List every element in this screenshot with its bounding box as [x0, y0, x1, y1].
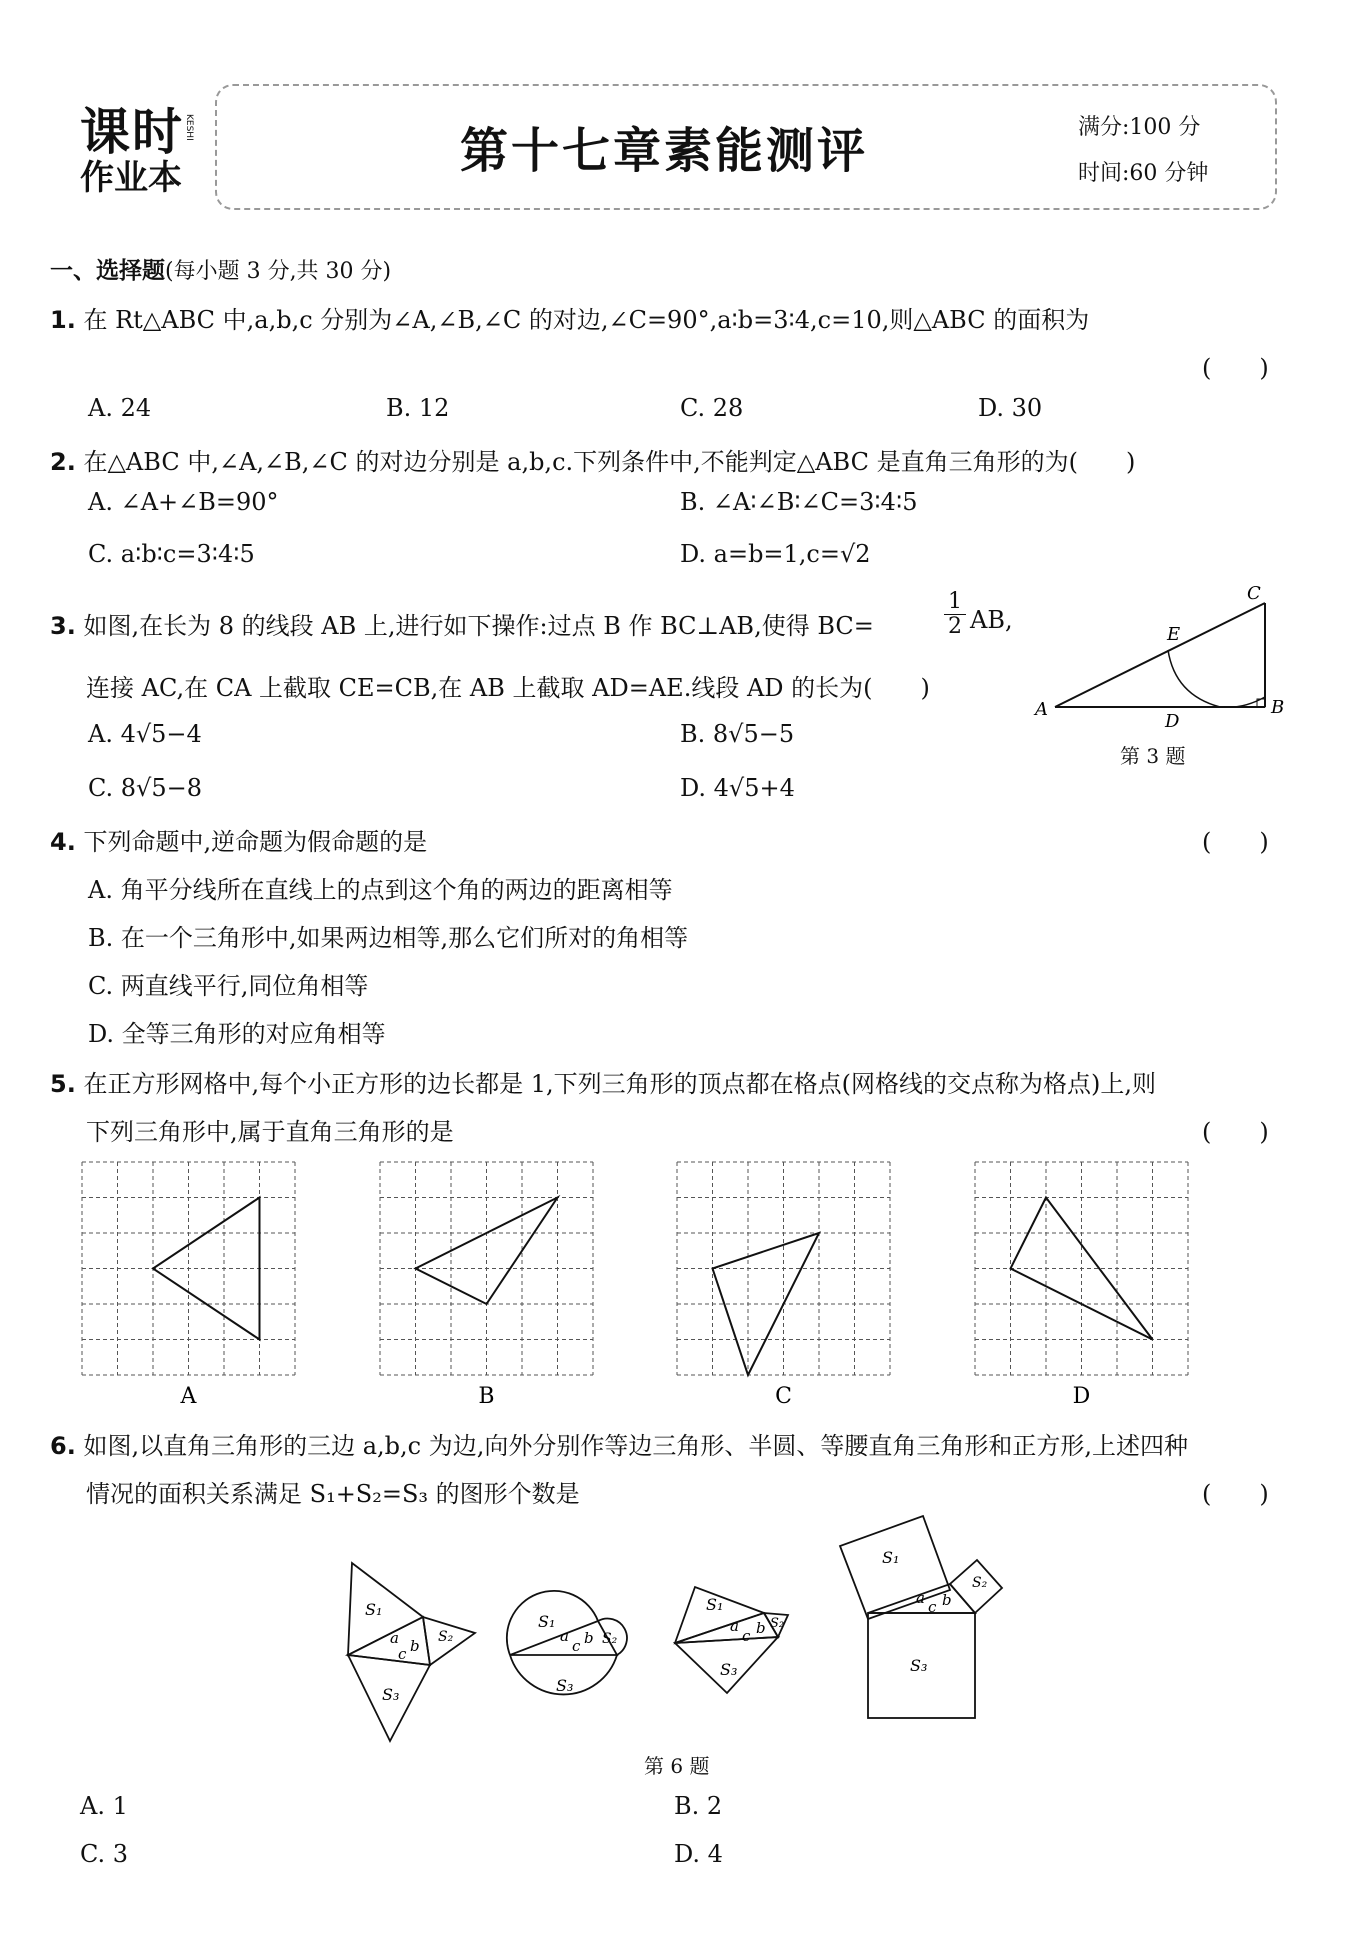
- label-b: b: [942, 1591, 952, 1609]
- option-b[interactable]: B. 在一个三角形中,如果两边相等,那么它们所对的角相等: [88, 924, 689, 952]
- option-a[interactable]: A. 24: [88, 394, 152, 422]
- question-3-text: [50, 606, 874, 641]
- label-s2: S₂: [602, 1631, 618, 1647]
- question-line: 如图,以直角三角形的三边 a,b,c 为边,向外分别作等边三角形、半圆、等腰直角三角形和正方形,上述四种: [83, 1432, 1188, 1460]
- label-b: b: [584, 1629, 594, 1647]
- question-number: 5.: [50, 1070, 76, 1098]
- grid-figure-a: [82, 1162, 295, 1409]
- grid-label[interactable]: B: [478, 1384, 495, 1409]
- label-c: c: [928, 1598, 937, 1616]
- option-d[interactable]: D. 30: [978, 394, 1043, 422]
- answer-paren: ( ): [1202, 1118, 1269, 1146]
- option-b[interactable]: B. 8√5−5: [680, 720, 795, 748]
- label-b: b: [756, 1619, 766, 1637]
- answer-paren: ( ): [1202, 1480, 1269, 1508]
- label-a: a: [730, 1617, 739, 1635]
- option-c[interactable]: C. 两直线平行,同位角相等: [88, 972, 369, 1000]
- label-c: c: [398, 1645, 407, 1663]
- question-line: 下列三角形中,属于直角三角形的是: [86, 1118, 454, 1146]
- question-5-text: [50, 1064, 1156, 1099]
- label-e: E: [1167, 624, 1181, 645]
- option-b[interactable]: B. 2: [674, 1792, 723, 1820]
- question-line: 在△ABC 中,∠A,∠B,∠C 的对边分别是 a,b,c.下列条件中,不能判定△ABC 是直角三角形的为( ): [83, 448, 1136, 476]
- label-s2: S₂: [438, 1629, 454, 1645]
- logo-top-text: 课时: [80, 103, 184, 161]
- option-a[interactable]: A. ∠A+∠B=90°: [88, 488, 279, 516]
- question-1-text: [50, 300, 1089, 335]
- full-score: 满分:100 分: [1078, 115, 1201, 140]
- label-b: b: [410, 1637, 420, 1655]
- label-s3: S₃: [910, 1656, 928, 1675]
- grid-label[interactable]: D: [1072, 1384, 1091, 1409]
- grid-figure-d: [975, 1162, 1188, 1409]
- figure-isosceles: [675, 1587, 788, 1693]
- question-6-figure: [330, 1515, 1030, 1765]
- grid-figure-c: [677, 1162, 890, 1409]
- grid-label[interactable]: A: [180, 1384, 197, 1409]
- label-s3: S₃: [556, 1676, 574, 1695]
- question-6-text: [50, 1426, 1188, 1461]
- option-d[interactable]: D. 全等三角形的对应角相等: [88, 1020, 386, 1048]
- option-d[interactable]: D. a=b=1,c=√2: [680, 540, 871, 568]
- grid-figures: [0, 1150, 1350, 1420]
- option-a[interactable]: A. 1: [80, 1792, 128, 1820]
- question-number: 4.: [50, 828, 76, 856]
- label-s1: S₁: [538, 1612, 556, 1631]
- section-note: (每小题 3 分,共 30 分): [165, 259, 392, 284]
- question-line-tail: AB,: [970, 606, 1013, 634]
- page-title: 第十七章素能测评: [460, 123, 869, 179]
- figure-equilateral: [348, 1563, 475, 1741]
- label-s2: S₂: [770, 1616, 785, 1631]
- segment-ac: [1055, 603, 1265, 707]
- label-a: a: [916, 1589, 925, 1607]
- label-a: A: [1035, 699, 1048, 720]
- question-line: 情况的面积关系满足 S₁+S₂=S₃ 的图形个数是: [86, 1480, 580, 1508]
- option-b[interactable]: B. 12: [386, 394, 450, 422]
- option-b[interactable]: B. ∠A∶∠B∶∠C=3∶4∶5: [680, 488, 918, 516]
- option-a[interactable]: A. 角平分线所在直线上的点到这个角的两边的距离相等: [88, 876, 673, 904]
- section-heading: [50, 252, 391, 285]
- label-s1: S₁: [882, 1548, 900, 1567]
- option-c[interactable]: C. 28: [680, 394, 744, 422]
- figure-semicircle: [507, 1591, 627, 1695]
- option-d[interactable]: D. 4: [674, 1840, 723, 1868]
- question-number: 1.: [50, 306, 76, 334]
- logo-tag: KESHI: [184, 114, 194, 141]
- label-d: D: [1165, 711, 1180, 732]
- fraction: [944, 590, 966, 639]
- answer-paren: ( ): [1202, 828, 1269, 856]
- figure-caption: 第 3 题: [1120, 744, 1186, 768]
- label-c: c: [742, 1627, 751, 1645]
- option-c[interactable]: C. a∶b∶c=3∶4∶5: [88, 540, 255, 568]
- arc-ed: [1168, 650, 1220, 707]
- label-s2: S₂: [972, 1575, 988, 1591]
- option-a[interactable]: A. 4√5−4: [88, 720, 202, 748]
- option-c[interactable]: C. 8√5−8: [88, 774, 202, 802]
- question-line: 下列命题中,逆命题为假命题的是: [83, 828, 428, 856]
- label-b: B: [1271, 697, 1285, 718]
- section-title: 一、选择题: [50, 258, 165, 284]
- figure-squares: [840, 1516, 1002, 1718]
- label-c: C: [1247, 583, 1261, 604]
- question-line: 连接 AC,在 CA 上截取 CE=CB,在 AB 上截取 AD=AE.线段 AD 的长为( ): [86, 674, 930, 702]
- label-s3: S₃: [720, 1660, 738, 1679]
- question-2-text: [50, 442, 1135, 477]
- question-number: 3.: [50, 612, 76, 640]
- time-limit: 时间:60 分钟: [1078, 161, 1209, 186]
- label-a: a: [390, 1629, 399, 1647]
- question-3-figure: [1025, 583, 1285, 732]
- fraction-numerator: 1: [948, 589, 962, 614]
- logo-bottom-text: 作业本: [80, 158, 182, 198]
- label-c: c: [572, 1637, 581, 1655]
- fraction-denominator: 2: [944, 614, 966, 639]
- label-s1: S₁: [706, 1595, 724, 1614]
- answer-paren: ( ): [1202, 354, 1269, 382]
- option-d[interactable]: D. 4√5+4: [680, 774, 795, 802]
- option-c[interactable]: C. 3: [80, 1840, 129, 1868]
- label-a: a: [560, 1627, 569, 1645]
- label-s3: S₃: [382, 1685, 400, 1704]
- figure-caption: 第 6 题: [644, 1754, 710, 1778]
- question-number: 6.: [50, 1432, 76, 1460]
- question-number: 2.: [50, 448, 76, 476]
- label-s1: S₁: [365, 1600, 383, 1619]
- question-line: 如图,在长为 8 的线段 AB 上,进行如下操作:过点 B 作 BC⊥AB,使得 BC=: [83, 612, 874, 640]
- question-line: 在正方形网格中,每个小正方形的边长都是 1,下列三角形的顶点都在格点(网格线的交点称为格点)上,则: [83, 1070, 1156, 1098]
- question-4-text: [50, 822, 427, 857]
- grid-label[interactable]: C: [775, 1384, 792, 1409]
- grid-figure-b: [380, 1162, 593, 1409]
- question-line: 在 Rt△ABC 中,a,b,c 分别为∠A,∠B,∠C 的对边,∠C=90°,a∶b=3∶4,c=10,则△ABC 的面积为: [83, 306, 1090, 334]
